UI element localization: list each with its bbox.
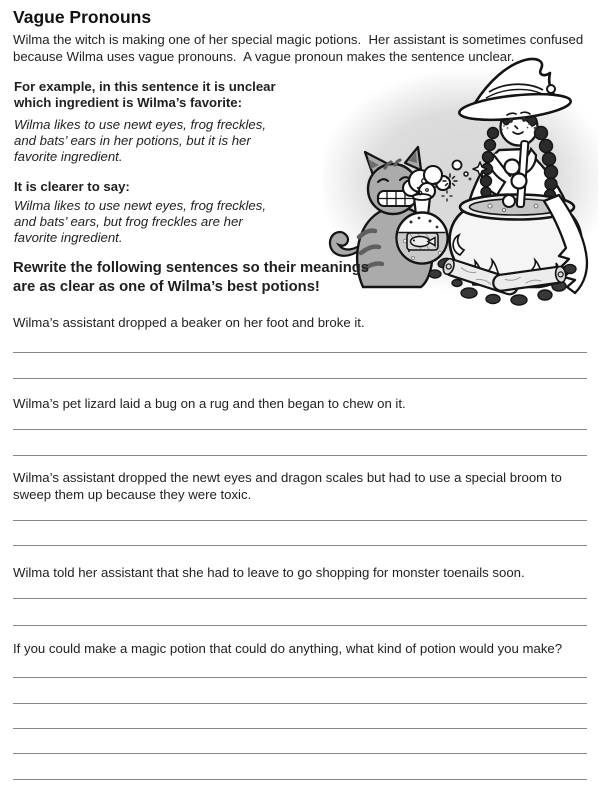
answer-line bbox=[13, 703, 587, 704]
question-1-text: Wilma’s assistant dropped a beaker on her foot and broke it. bbox=[13, 315, 365, 330]
answer-line bbox=[13, 455, 587, 456]
example-unclear-sentence: Wilma likes to use newt eyes, frog freckles, and bats’ ears in her potions, but it is her favorite ingredient. bbox=[14, 117, 266, 164]
answer-line bbox=[13, 352, 587, 353]
answer-line bbox=[13, 545, 587, 546]
bubble bbox=[503, 195, 515, 207]
question-2-text: Wilma’s pet lizard laid a bug on a rug and then began to chew on it. bbox=[13, 396, 406, 411]
question-4-text: Wilma told her assistant that she had to leave to go shopping for monster toenails soon. bbox=[13, 565, 525, 580]
question-3-text: Wilma’s assistant dropped the newt eyes and dragon scales but had to use a special broom to sweep them up because they were toxic. bbox=[13, 470, 562, 502]
answer-line bbox=[13, 728, 587, 729]
example-clear-sentence: Wilma likes to use newt eyes, frog freckles, and bats’ ears, but frog freckles are her favorite ingredient. bbox=[14, 198, 266, 245]
example-unclear-label: For example, in this sentence it is unclear which ingredient is Wilma’s favorite: bbox=[14, 79, 276, 110]
example-clearer-label: It is clearer to say: bbox=[14, 179, 130, 194]
instructions: Rewrite the following sentences so their meanings are as clear as one of Wilma’s best potions! bbox=[13, 260, 370, 295]
page-title: Vague Pronouns bbox=[13, 7, 152, 27]
answer-line bbox=[13, 779, 587, 780]
earring bbox=[534, 127, 537, 130]
answer-line bbox=[13, 625, 587, 626]
intro-paragraph bbox=[13, 31, 600, 65]
answer-line bbox=[13, 520, 587, 521]
witch-hand bbox=[505, 160, 520, 175]
witch-hand bbox=[512, 174, 527, 189]
intro-line: because Wilma uses vague pronouns. A vague pronoun makes the sentence unclear. bbox=[13, 49, 515, 64]
answer-line bbox=[13, 677, 587, 678]
answer-line bbox=[13, 429, 587, 430]
intro-line: Wilma the witch is making one of her special magic potions. Her assistant is sometimes confused bbox=[13, 32, 584, 47]
question-5-text: If you could make a magic potion that could do anything, what kind of potion would you make? bbox=[13, 641, 563, 656]
answer-line bbox=[13, 378, 587, 379]
answer-line bbox=[13, 598, 587, 599]
answer-line bbox=[13, 753, 587, 754]
